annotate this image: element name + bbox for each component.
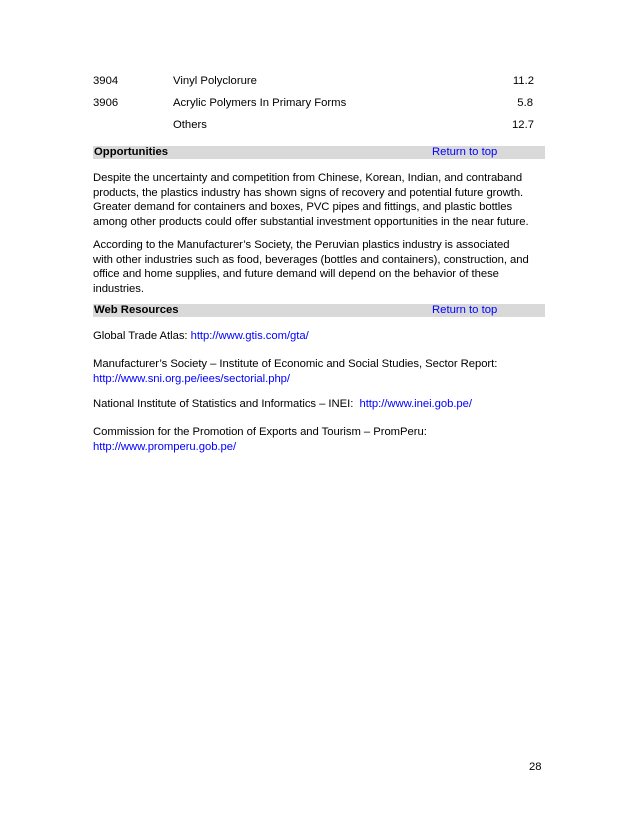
product-value: 5.8 (517, 97, 533, 109)
product-value: 11.2 (512, 75, 534, 87)
text-line: products, the plastics industry has shown signs of recovery and potential future growth. (93, 186, 524, 199)
section-title: Web Resources (94, 304, 179, 316)
text-line: Greater demand for containers and boxes, PVC pipes and fittings, and plastic bottles (93, 201, 513, 213)
text-line: industries. (93, 282, 144, 295)
product-value: 12.7 (512, 119, 534, 131)
resource-entry-promperu (93, 425, 545, 454)
resource-label: Manufacturer’s Society – Institute of Economic and Social Studies, Sector Report: (93, 358, 498, 370)
return-to-top-link[interactable]: Return to top (432, 304, 498, 316)
text-line: with other industries such as food, beverages (bottles and containers), construction, and (93, 253, 529, 266)
resource-entry-gta (93, 329, 545, 344)
resource-label: National Institute of Statistics and Informatics – INEI: (93, 398, 360, 410)
resource-label: Commission for the Promotion of Exports and Tourism – PromPeru: (93, 426, 427, 438)
product-row (93, 75, 534, 89)
gta-link[interactable]: http://www.gtis.com/gta/ (190, 330, 309, 342)
product-code: 3904 (93, 75, 119, 87)
section-title: Opportunities (94, 146, 169, 158)
text-line: Despite the uncertainty and competition from Chinese, Korean, Indian, and contraband (93, 172, 523, 184)
opportunities-paragraph (93, 171, 545, 229)
web-resources-header (93, 304, 545, 317)
promperu-link[interactable]: http://www.promperu.gob.pe/ (93, 440, 237, 453)
resource-label: Global Trade Atlas: (93, 330, 191, 342)
product-row (93, 97, 534, 111)
product-code: 3906 (93, 97, 119, 109)
text-line: office and home supplies, and future demand will depend on the behavior of these (93, 268, 499, 280)
resource-entry-sni (93, 357, 545, 386)
product-description: Vinyl Polyclorure (173, 75, 257, 87)
text-line: among other products could offer substantial investment opportunities in the near future. (93, 215, 529, 228)
opportunities-header (93, 146, 545, 159)
return-to-top-link[interactable]: Return to top (432, 146, 498, 158)
text-line: According to the Manufacturer’s Society, the Peruvian plastics industry is associated (93, 239, 510, 251)
inei-link[interactable]: http://www.inei.gob.pe/ (359, 398, 472, 410)
resource-entry-inei (93, 397, 545, 412)
product-description: Others (173, 119, 207, 131)
product-description: Acrylic Polymers In Primary Forms (173, 97, 347, 109)
opportunities-paragraph (93, 238, 545, 296)
product-row (93, 119, 534, 133)
sni-link[interactable]: http://www.sni.org.pe/iees/sectorial.php/ (93, 372, 291, 385)
page-number: 28 (529, 761, 542, 773)
